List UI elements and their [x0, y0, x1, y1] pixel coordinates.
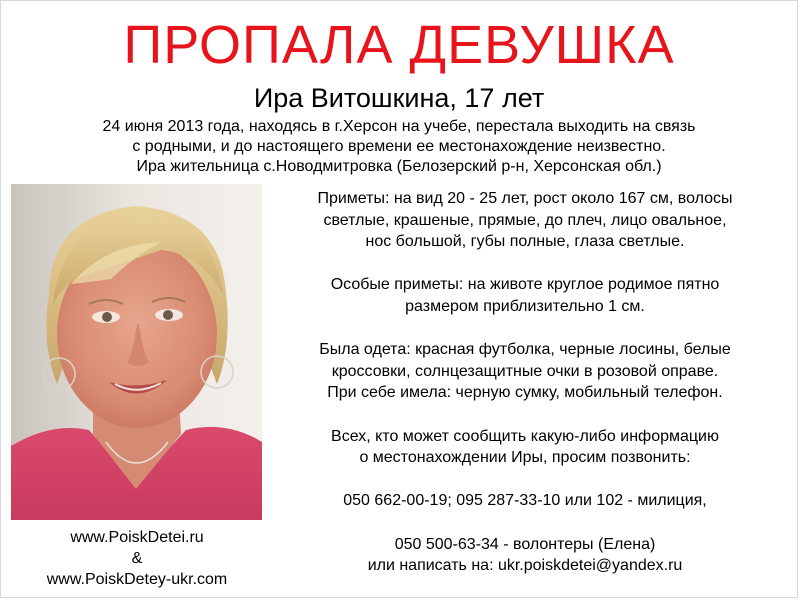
- signs-line: светлые, крашеные, прямые, до плеч, лицо овальное,: [323, 211, 727, 229]
- website-link-poiskdetei-ru[interactable]: www.PoiskDetei.ru: [70, 529, 204, 546]
- website-links: [1, 527, 273, 590]
- paragraph-gap: [273, 404, 777, 426]
- clothing-line: кроссовки, солнцезащитные очки в розовой оправе.: [331, 362, 719, 380]
- appeal-line: о местонахождении Иры, просим позвонить:: [359, 449, 691, 467]
- police-phones[interactable]: 050 662-00-19; 095 287-33-10 или 102 - милиция,: [343, 492, 707, 510]
- contact-email[interactable]: или написать на: ukr.poiskdetei@yandex.ru: [367, 557, 683, 575]
- person-name-age: Ира Витошкина, 17 лет: [253, 83, 545, 113]
- paragraph-gap: [273, 253, 777, 275]
- clothing-line: При себе имела: черную сумку, мобильный телефон.: [327, 384, 723, 402]
- intro-text: [1, 117, 797, 177]
- appeal-line: Всех, кто может сообщить какую-либо информацию: [331, 427, 719, 445]
- volunteer-phone[interactable]: 050 500-63-34 - волонтеры (Елена): [394, 535, 656, 553]
- portrait-photo: [11, 184, 262, 520]
- intro-line: Ира жительница с.Новодмитровка (Белозерский р-н, Херсонская обл.): [136, 158, 662, 175]
- clothing-line: Была одета: красная футболка, черные лосины, белые: [319, 341, 731, 359]
- portrait-photo-image: [11, 184, 262, 520]
- paragraph-gap: [273, 318, 777, 340]
- description-block: [273, 188, 777, 577]
- special-signs-line: Особые приметы: на животе круглое родимое пятно: [330, 276, 720, 294]
- poster-title: ПРОПАЛА ДЕВУШКА: [123, 15, 675, 75]
- intro-line: с родными, и до настоящего времени ее местонахождение неизвестно.: [132, 138, 666, 155]
- special-signs-line: размером приблизительно 1 см.: [405, 297, 645, 315]
- signs-line: нос большой, губы полные, глаза светлые.: [365, 233, 685, 251]
- website-link-poiskdetey-ukr[interactable]: www.PoiskDetey-ukr.com: [46, 571, 228, 588]
- signs-line: Приметы: на вид 20 - 25 лет, рост около 167 см, волосы: [317, 190, 733, 207]
- website-separator: &: [131, 550, 143, 567]
- paragraph-gap: [273, 512, 777, 534]
- intro-line: 24 июня 2013 года, находясь в г.Херсон на учебе, перестала выходить на связь: [102, 118, 696, 135]
- paragraph-gap: [273, 469, 777, 491]
